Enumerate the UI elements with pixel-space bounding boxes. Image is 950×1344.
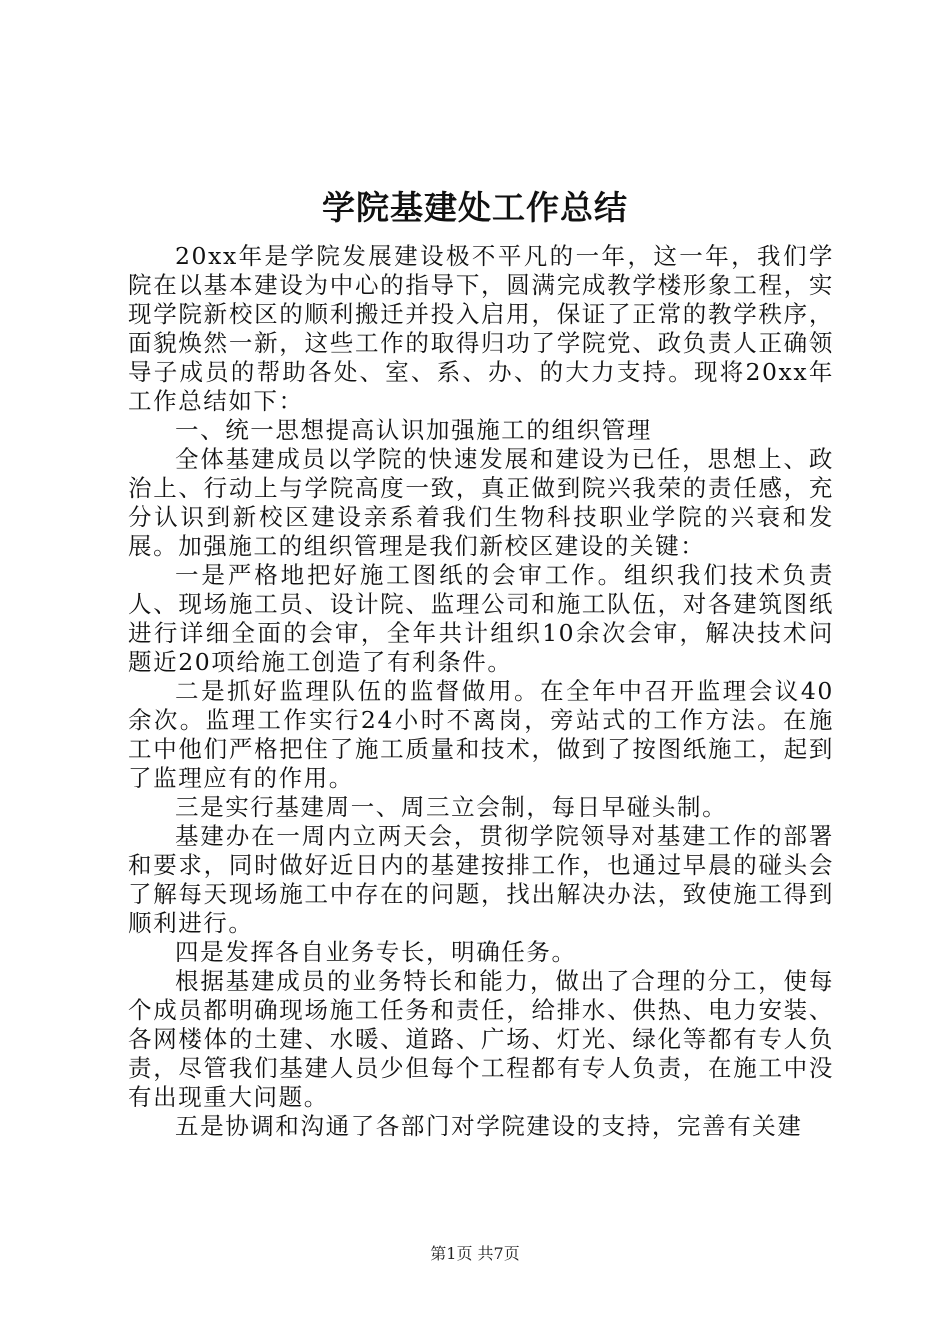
paragraph: 五是协调和沟通了各部门对学院建设的支持，完善有关建	[175, 1112, 803, 1140]
paragraph: 三是实行基建周一、周三立会制，每日早碰头制。	[175, 793, 728, 821]
paragraph: 根据基建成员的业务特长和能力，做出了合理的分工，使每个成员都明确现场施工任务和责任，给排水、供热、电力安装、各网楼体的土建、水暖、道路、广场、灯光、绿化等都有专人负责，尽管我们基建人员少但每个工程都有专人负责，在施工中没有出现重大问题。	[128, 967, 834, 1111]
paragraph: 基建办在一周内立两天会，贯彻学院领导对基建工作的部署和要求，同时做好近日内的基建按排工作，也通过早晨的碰头会了解每天现场施工中存在的问题，找出解决办法，致使施工得到顺利进行。	[128, 822, 834, 937]
paragraph: 全体基建成员以学院的快速发展和建设为已任，思想上、政治上、行动上与学院高度一致，真正做到院兴我荣的责任感，充分认识到新校区建设亲系着我们生物科技职业学院的兴衰和发展。加强施工的组织管理是我们新校区建设的关键：	[128, 445, 834, 560]
paragraph: 四是发挥各自业务专长，明确任务。	[175, 938, 577, 966]
document-body	[128, 242, 834, 1141]
paragraph: 20xx年是学院发展建设极不平凡的一年，这一年，我们学院在以基本建设为中心的指导下，圆满完成教学楼形象工程，实现学院新校区的顺利搬迁并投入启用，保证了正常的教学秩序，面貌焕然一新，这些工作的取得归功了学院党、政负责人正确领导子成员的帮助各处、室、系、办、的大力支持。现将20xx年工作总结如下：	[128, 242, 834, 415]
paragraph: 一是严格地把好施工图纸的会审工作。组织我们技术负责人、现场施工员、设计院、监理公司和施工队伍，对各建筑图纸进行详细全面的会审，全年共计组织10余次会审，解决技术问题近20项给施工创造了有利条件。	[128, 561, 834, 676]
page-number-footer: 第1页 共7页	[430, 1244, 520, 1263]
paragraph: 二是抓好监理队伍的监督做用。在全年中召开监理会议40余次。监理工作实行24小时不离岗，旁站式的工作方法。在施工中他们严格把住了施工质量和技术，做到了按图纸施工，起到了监理应有的作用。	[128, 677, 834, 792]
section-heading: 一、统一思想提高认识加强施工的组织管理	[175, 416, 652, 444]
document-title: 学院基建处工作总结	[322, 188, 628, 227]
